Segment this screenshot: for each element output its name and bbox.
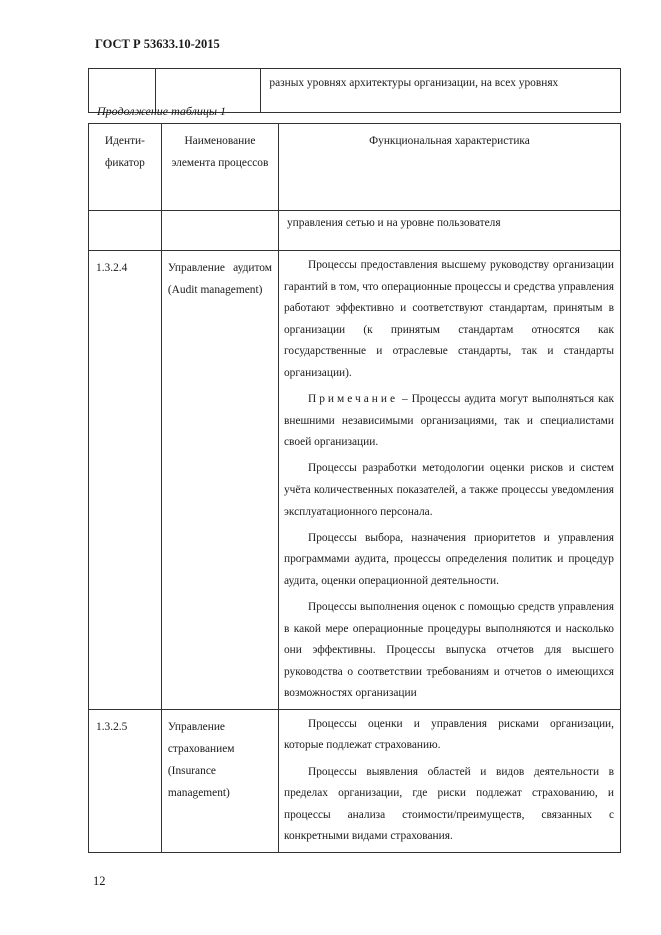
header-description: Функциональная характеристика [278, 124, 620, 211]
note-paragraph [284, 389, 614, 454]
paragraph: Процессы разработки методологии оценки рисков и систем учёта количественных показателей, а также процессы уведомления эксплуатационного персонала. [283, 462, 614, 518]
continued-text: управления сетью и на уровне пользователя [278, 211, 620, 251]
page-number: 12 [93, 874, 106, 888]
paragraph: Процессы оценки и управления рисками организации, которые подлежат страхованию. [283, 717, 614, 752]
row-description [278, 709, 620, 852]
row-description [278, 251, 620, 710]
note-label: Примечание [307, 393, 399, 406]
header-id: Иденти-фикатор [89, 124, 162, 211]
table-row-continued [89, 211, 621, 251]
row-name: Управление страхованием (Insurance management) [161, 709, 278, 852]
paragraph: Процессы предоставления высшему руководству организации гарантий в том, что операционные процессы и средства управления работают эффективно и соответствуют стандартам, принятым в организации (к принятым стандартам относятся как государственные и отраслевые стандарты, так и стандарты организации). [283, 259, 614, 379]
table-row [89, 709, 621, 852]
header-name: Наименование элемента процессов [161, 124, 278, 211]
paragraph: Процессы выполнения оценок с помощью средств управления в какой мере операционные процедуры выполняются и насколько они эффективны. Процессы выпуска отчетов для высшего руководства о соответствии требованиям и отчетов о имеющихся возможностях организации [283, 600, 614, 700]
row-name: Управление аудитом (Audit management) [161, 251, 278, 710]
document-code: ГОСТ Р 53633.10-2015 [95, 37, 220, 51]
continuation-text: разных уровнях архитектуры организации, на всех уровнях [261, 69, 621, 113]
table-row [89, 251, 621, 710]
empty-cell [89, 211, 162, 251]
note-text: – Процессы аудита могут выполняться как внешними независимыми организациями, так и специалистами своей организации. [283, 393, 614, 449]
table-header-row [89, 124, 621, 211]
row-id: 1.3.2.5 [89, 709, 162, 852]
process-table [88, 123, 621, 853]
table-caption: Продолжение таблицы 1 [97, 104, 227, 118]
paragraph: Процессы выбора, назначения приоритетов и управления программами аудита, процессы определения политик и процедур аудита, оценки операционной деятельности. [283, 531, 614, 587]
paragraph: Процессы выявления областей и видов деятельности в пределах организации, где риски подлежат страхованию, и процессы анализа стоимости/преимуществ, связанных с конкретными видами страхования. [283, 765, 614, 843]
empty-cell [161, 211, 278, 251]
row-id: 1.3.2.4 [89, 251, 162, 710]
